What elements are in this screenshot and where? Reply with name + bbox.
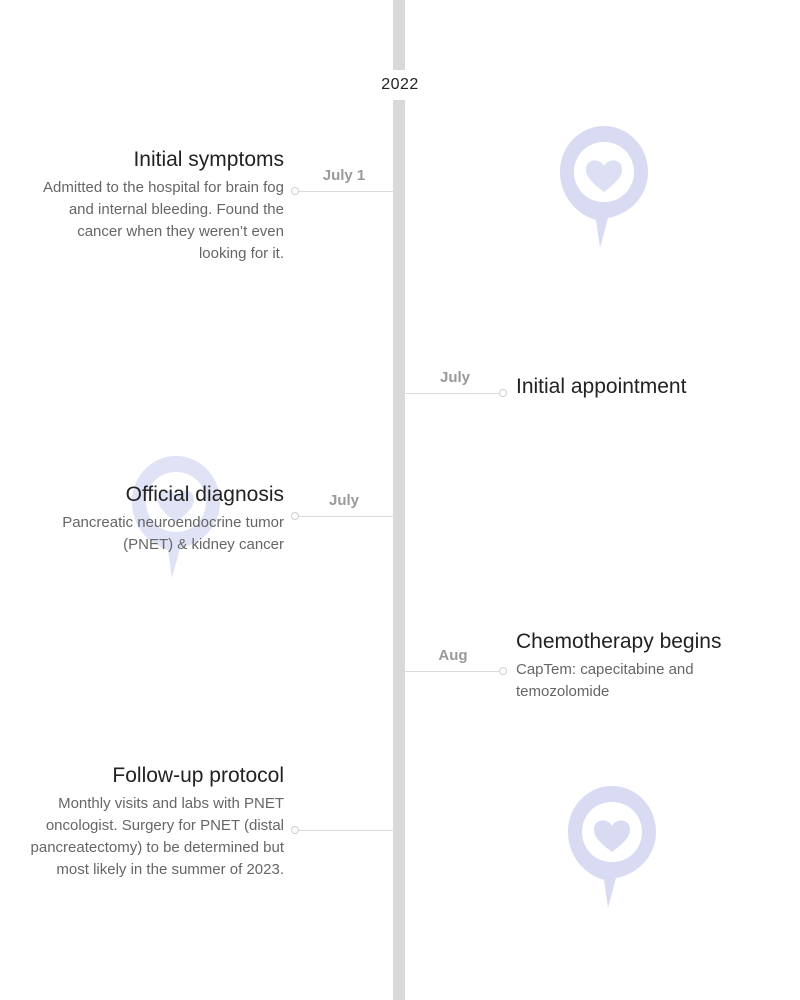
- event-date: Aug: [438, 647, 468, 664]
- timeline-connector: [297, 830, 393, 831]
- event-description: Monthly visits and labs with PNET oncologist. Surgery for PNET (distal pancreatectomy) to be determined but most likely in the summer of 2023.: [30, 795, 284, 878]
- event-title: Follow-up protocol: [112, 764, 284, 787]
- timeline-node: [499, 389, 507, 397]
- event-date: July: [439, 369, 470, 386]
- event-description: CapTem: capecitabine and temozolomide: [516, 661, 694, 700]
- event-date: July 1: [322, 167, 366, 184]
- timeline-event-official-diagnosis: [14, 482, 284, 556]
- timeline-event-initial-appointment: [516, 374, 786, 404]
- timeline-node: [291, 826, 299, 834]
- event-title: Initial appointment: [516, 375, 687, 398]
- event-description: Admitted to the hospital for brain fog and internal bleeding. Found the cancer when they weren’t even looking for it.: [43, 179, 284, 262]
- heart-speech-bubble-icon: [556, 122, 652, 252]
- timeline-connector: [297, 516, 393, 517]
- event-title: Initial symptoms: [133, 148, 284, 171]
- timeline-spine: [393, 0, 405, 1000]
- year-label: 2022: [360, 70, 440, 100]
- timeline-connector: [405, 393, 501, 394]
- timeline-event-follow-up-protocol: [14, 763, 284, 881]
- event-title: Official diagnosis: [125, 483, 284, 506]
- event-title: Chemotherapy begins: [516, 630, 722, 653]
- timeline-connector: [297, 191, 393, 192]
- heart-speech-bubble-icon: [564, 782, 660, 912]
- timeline-event-initial-symptoms: [14, 147, 284, 265]
- event-date: July: [328, 492, 359, 509]
- timeline-connector: [405, 671, 501, 672]
- timeline-event-chemotherapy-begins: [516, 629, 786, 703]
- timeline-node: [499, 667, 507, 675]
- timeline-node: [291, 187, 299, 195]
- event-description: Pancreatic neuroendocrine tumor (PNET) & kidney cancer: [62, 514, 284, 553]
- timeline-node: [291, 512, 299, 520]
